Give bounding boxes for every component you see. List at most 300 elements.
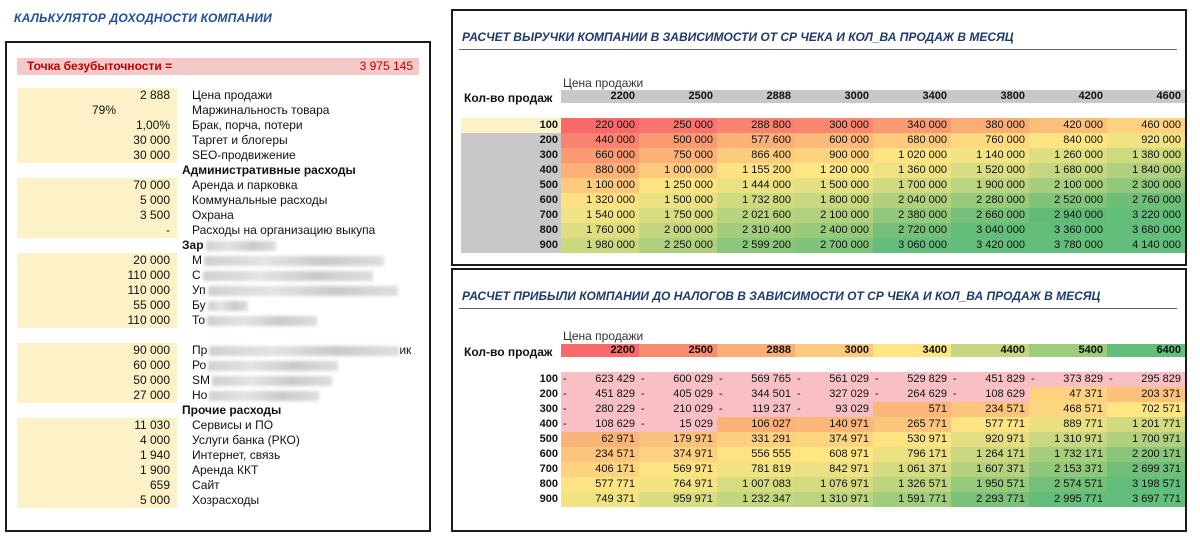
revenue-row [461, 208, 1185, 223]
calc-label [192, 208, 234, 223]
calc-row [17, 238, 427, 253]
revenue-cell-value: 1 540 000 [586, 209, 635, 221]
calc-label-text: Прочие расходы [182, 403, 282, 417]
revenue-cell [873, 223, 951, 238]
revenue-cell [873, 193, 951, 208]
revenue-cell-value: 1 520 000 [976, 164, 1025, 176]
calc-row [17, 178, 427, 193]
revenue-cell-value: 2 310 400 [742, 224, 791, 236]
revenue-cell-value: 1 840 000 [1132, 164, 1181, 176]
calc-value: 5 000 [17, 193, 177, 208]
revenue-cell-value: 2 400 000 [820, 224, 869, 236]
breakeven-value: 3 975 145 [359, 59, 413, 73]
profit-cell [1029, 477, 1107, 492]
revenue-cell [1029, 148, 1107, 163]
revenue-cell-value: 2 000 000 [664, 224, 713, 236]
calc-row [17, 118, 427, 133]
calc-row [17, 478, 427, 493]
profit-cell [1107, 462, 1185, 477]
calc-value: 2 888 [17, 88, 177, 103]
revenue-cell-value: 1 500 000 [664, 194, 713, 206]
revenue-cell [795, 163, 873, 178]
revenue-qty-cell: 600 [461, 193, 561, 208]
profit-cell [561, 372, 639, 387]
redacted-text [204, 256, 384, 266]
revenue-row [461, 238, 1185, 253]
calc-value [17, 403, 177, 418]
revenue-cell-value: 2 760 000 [1132, 194, 1181, 206]
profit-cell [1029, 462, 1107, 477]
revenue-cell [639, 163, 717, 178]
revenue-cell [1107, 193, 1185, 208]
negative-sign: - [719, 373, 723, 385]
revenue-cell-value: 1 800 000 [820, 194, 869, 206]
revenue-cell [1107, 148, 1185, 163]
revenue-cell [795, 118, 873, 133]
calc-value: 110 000 [17, 313, 177, 328]
negative-sign: - [1109, 373, 1113, 385]
revenue-cell-value: 3 420 000 [976, 239, 1025, 251]
profit-cell [951, 447, 1029, 462]
revenue-cell-value: 2 100 000 [820, 209, 869, 221]
calc-label-text: SM [192, 373, 210, 387]
revenue-cell-value: 1 500 000 [820, 179, 869, 191]
revenue-cell-value: 2 940 000 [1054, 209, 1103, 221]
calc-label [182, 238, 276, 253]
calc-value: 659 [17, 478, 177, 493]
profit-panel [451, 268, 1187, 532]
calc-value: 11 030 [17, 418, 177, 433]
profit-cell [1029, 447, 1107, 462]
revenue-cell-value: 3 780 000 [1054, 239, 1103, 251]
revenue-cell [795, 238, 873, 253]
calc-row [17, 463, 427, 478]
profit-row [461, 492, 1185, 507]
revenue-cell [951, 148, 1029, 163]
profit-price-header-cell: 2500 [639, 344, 717, 357]
profit-cell-value: 1 591 771 [898, 493, 947, 505]
profit-cell-value: 374 971 [673, 448, 713, 460]
revenue-cell-value: 750 000 [673, 149, 713, 161]
revenue-cell-value: 340 000 [907, 119, 947, 131]
revenue-cell-value: 600 000 [829, 134, 869, 146]
revenue-cell-value: 2 380 000 [898, 209, 947, 221]
revenue-cell [1107, 133, 1185, 148]
revenue-cell-value: 2 250 000 [664, 239, 713, 251]
profit-cell [1107, 447, 1185, 462]
profit-qty-cell: 200 [539, 388, 558, 400]
negative-sign: - [797, 403, 801, 415]
negative-sign: - [797, 373, 801, 385]
revenue-qty-caption: Кол-во продаж [464, 91, 553, 105]
revenue-cell [873, 208, 951, 223]
revenue-cell-value: 4 140 000 [1132, 239, 1181, 251]
revenue-cell-value: 1 260 000 [1054, 149, 1103, 161]
profit-cell [1107, 372, 1185, 387]
calc-row [17, 493, 427, 508]
calc-label [182, 403, 281, 418]
profit-cell-value: 1 232 347 [742, 493, 791, 505]
revenue-row [461, 193, 1185, 208]
revenue-cell [561, 238, 639, 253]
revenue-cell [1029, 193, 1107, 208]
revenue-cell [561, 118, 639, 133]
revenue-cell [1029, 238, 1107, 253]
profit-cell-value: 234 571 [595, 448, 635, 460]
profit-cell-value: 1 700 971 [1132, 433, 1181, 445]
revenue-cell [1107, 208, 1185, 223]
revenue-row [461, 133, 1185, 148]
profit-cell-value: 561 029 [829, 373, 869, 385]
profit-cell-value: 1 326 571 [898, 478, 947, 490]
calc-label [192, 313, 317, 328]
revenue-cell [561, 208, 639, 223]
profit-cell [795, 492, 873, 507]
calc-label [192, 88, 272, 103]
profit-cell-value: 344 501 [751, 388, 791, 400]
revenue-cell-value: 1 000 000 [664, 164, 713, 176]
profit-cell [717, 477, 795, 492]
calc-label-text: Зар [182, 238, 204, 252]
calc-label-text: Брак, порча, потери [192, 118, 303, 132]
calc-row [17, 418, 427, 433]
profit-cell [951, 402, 1029, 417]
revenue-cell [717, 133, 795, 148]
revenue-cell-value: 1 680 000 [1054, 164, 1103, 176]
revenue-qty-cell: 800 [461, 223, 561, 238]
revenue-price-header-cell: 4600 [1107, 90, 1185, 103]
calc-row [17, 343, 427, 358]
revenue-cell-value: 440 000 [595, 134, 635, 146]
calc-label-text: М [192, 253, 202, 267]
calc-row [17, 208, 427, 223]
calc-row [17, 298, 427, 313]
profit-cell [873, 432, 951, 447]
calc-label [192, 268, 373, 283]
calc-row [17, 223, 427, 238]
calc-label [192, 103, 329, 118]
revenue-cell [795, 193, 873, 208]
profit-cell-value: 203 371 [1141, 388, 1181, 400]
profit-row [461, 417, 1185, 432]
revenue-cell-value: 1 020 000 [898, 149, 947, 161]
negative-sign: - [563, 388, 567, 400]
revenue-cell [873, 178, 951, 193]
revenue-cell [951, 193, 1029, 208]
revenue-cell [1107, 223, 1185, 238]
calc-label [192, 283, 398, 298]
profit-cell [795, 462, 873, 477]
calc-label-text: Административные расходы [182, 163, 356, 177]
calc-label-text: Бу [192, 298, 206, 312]
negative-sign: - [797, 388, 801, 400]
revenue-cell-value: 1 140 000 [976, 149, 1025, 161]
revenue-cell-value: 2 100 000 [1054, 179, 1103, 191]
calculator-rows [17, 88, 427, 508]
profit-cell-value: 2 699 371 [1132, 463, 1181, 475]
calc-label [192, 493, 259, 508]
negative-sign: - [719, 403, 723, 415]
calc-label-text: То [192, 313, 206, 327]
negative-sign: - [563, 418, 567, 430]
profit-cell [717, 417, 795, 432]
revenue-cell [951, 163, 1029, 178]
profit-cell-value: 608 971 [829, 448, 869, 460]
profit-cell [951, 417, 1029, 432]
profit-cell [639, 462, 717, 477]
profit-cell-value: 1 061 371 [898, 463, 947, 475]
profit-price-header-cell: 6400 [1107, 344, 1185, 357]
revenue-price-header-cell: 4200 [1029, 90, 1107, 103]
calc-value: 30 000 [17, 148, 177, 163]
calc-value: 5 000 [17, 493, 177, 508]
revenue-cell [717, 193, 795, 208]
profit-cell [795, 372, 873, 387]
calc-label [192, 358, 338, 373]
revenue-cell-value: 880 000 [595, 164, 635, 176]
profit-price-header-cell: 5400 [1029, 344, 1107, 357]
profit-cell-value: 781 819 [751, 463, 791, 475]
revenue-cell-value: 2 720 000 [898, 224, 947, 236]
profit-cell [1107, 402, 1185, 417]
profit-cell [639, 447, 717, 462]
revenue-cell-value: 1 360 000 [898, 164, 947, 176]
calc-row [17, 328, 427, 343]
revenue-cell [1029, 178, 1107, 193]
calc-value: 79% [17, 103, 177, 118]
revenue-cell-value: 288 800 [751, 119, 791, 131]
revenue-price-header-cell: 2500 [639, 90, 717, 103]
profit-cell-value: 529 829 [907, 373, 947, 385]
revenue-cell [1107, 118, 1185, 133]
calc-label-text: С [192, 268, 201, 282]
revenue-cell-value: 220 000 [595, 119, 635, 131]
profit-cell [951, 492, 1029, 507]
revenue-cell [717, 238, 795, 253]
revenue-qty-cell: 100 [461, 118, 561, 133]
profit-cell [873, 447, 951, 462]
profit-cell-value: 1 201 771 [1132, 418, 1181, 430]
redacted-text [208, 286, 398, 296]
revenue-cell-value: 460 000 [1141, 119, 1181, 131]
revenue-price-header-cell: 3400 [873, 90, 951, 103]
profit-cell [1029, 402, 1107, 417]
revenue-title-rule [459, 49, 1177, 50]
revenue-cell [873, 163, 951, 178]
revenue-cell-value: 2 520 000 [1054, 194, 1103, 206]
calc-label-text: Сайт [192, 478, 220, 492]
revenue-cell [561, 178, 639, 193]
profit-cell-value: 1 310 971 [820, 493, 869, 505]
calc-label-text: Услуги банка (РКО) [192, 433, 300, 447]
revenue-price-header-cell: 2888 [717, 90, 795, 103]
revenue-cell-value: 1 760 000 [586, 224, 635, 236]
profit-cell-value: 62 971 [601, 433, 635, 445]
revenue-cell-value: 1 732 800 [742, 194, 791, 206]
revenue-cell [1107, 178, 1185, 193]
profit-cell-value: 577 771 [985, 418, 1025, 430]
profit-cell-value: 600 029 [673, 373, 713, 385]
redacted-text [212, 376, 332, 386]
profit-cell [639, 492, 717, 507]
calculator-panel [5, 41, 431, 532]
profit-qty-cell: 600 [539, 448, 558, 460]
page-title: КАЛЬКУЛЯТОР ДОХОДНОСТИ КОМПАНИИ [14, 11, 272, 25]
revenue-cell [1107, 238, 1185, 253]
profit-cell-value: 702 571 [1141, 403, 1181, 415]
profit-cell-value: 280 229 [595, 403, 635, 415]
profit-qty-cell: 500 [539, 433, 558, 445]
revenue-cell [795, 223, 873, 238]
calc-value: 50 000 [17, 373, 177, 388]
calc-row [17, 133, 427, 148]
profit-cell [873, 372, 951, 387]
profit-cell-value: 265 771 [907, 418, 947, 430]
negative-sign: - [563, 403, 567, 415]
calc-row [17, 283, 427, 298]
profit-cell [873, 492, 951, 507]
profit-cell [1107, 477, 1185, 492]
profit-title: РАСЧЕТ ПРИБЫЛИ КОМПАНИИ ДО НАЛОГОВ В ЗАВИСИМОСТИ ОТ СР ЧЕКА И КОЛ_ВА ПРОДАЖ В МЕСЯЦ [462, 289, 1101, 303]
revenue-cell-value: 1 100 000 [586, 179, 635, 191]
profit-cell-value: 119 237 [752, 403, 791, 415]
revenue-price-header-cell: 3800 [951, 90, 1029, 103]
revenue-cell-value: 3 060 000 [898, 239, 947, 251]
profit-cell [873, 387, 951, 402]
revenue-cell-value: 2 700 000 [820, 239, 869, 251]
revenue-cell-value: 1 250 000 [664, 179, 713, 191]
profit-cell [1107, 432, 1185, 447]
profit-cell-value: 623 429 [595, 373, 635, 385]
profit-qty-cell: 800 [539, 478, 558, 490]
calc-label [192, 373, 332, 388]
calc-row [17, 148, 427, 163]
revenue-cell [639, 178, 717, 193]
revenue-cell-value: 1 200 000 [820, 164, 869, 176]
calc-row [17, 448, 427, 463]
profit-cell-value: 210 029 [673, 403, 713, 415]
profit-cell [561, 432, 639, 447]
profit-cell-value: 93 029 [835, 403, 869, 415]
profit-cell [873, 477, 951, 492]
profit-price-caption: Цена продажи [563, 329, 644, 343]
profit-grid [461, 372, 1185, 507]
profit-cell [1029, 387, 1107, 402]
profit-cell-value: 1 950 571 [976, 478, 1025, 490]
calc-label [192, 343, 411, 358]
revenue-price-header-cell: 3000 [795, 90, 873, 103]
calc-label-text: Уп [192, 283, 206, 297]
calc-row [17, 268, 427, 283]
profit-cell-value: 556 555 [751, 448, 791, 460]
revenue-cell [1107, 163, 1185, 178]
redacted-text [208, 361, 338, 371]
profit-price-header-cell: 3400 [873, 344, 951, 357]
revenue-cell [561, 133, 639, 148]
profit-cell-value: 1 310 971 [1054, 433, 1103, 445]
calc-label [192, 433, 300, 448]
profit-cell-value: 2 995 771 [1054, 493, 1103, 505]
calc-label [192, 478, 220, 493]
revenue-cell [639, 148, 717, 163]
profit-cell [717, 402, 795, 417]
revenue-cell [717, 148, 795, 163]
profit-cell-value: 405 029 [673, 388, 713, 400]
profit-cell [639, 477, 717, 492]
profit-cell-value: 920 971 [985, 433, 1025, 445]
negative-sign: - [719, 388, 723, 400]
profit-qty-cell: 400 [539, 418, 558, 430]
revenue-qty-cell: 200 [461, 133, 561, 148]
negative-sign: - [641, 403, 645, 415]
calc-row [17, 88, 427, 103]
revenue-cell [873, 238, 951, 253]
revenue-cell-value: 3 680 000 [1132, 224, 1181, 236]
calc-row [17, 163, 427, 178]
profit-cell [873, 462, 951, 477]
profit-cell-value: 764 971 [673, 478, 713, 490]
negative-sign: - [875, 388, 879, 400]
profit-cell-value: 842 971 [829, 463, 869, 475]
calc-value: 20 000 [17, 253, 177, 268]
profit-price-header-cell: 2200 [561, 344, 639, 357]
profit-cell [951, 477, 1029, 492]
calc-value: 4 000 [17, 433, 177, 448]
profit-cell-value: 327 029 [829, 388, 869, 400]
revenue-cell-value: 500 000 [673, 134, 713, 146]
revenue-qty-cell: 300 [461, 148, 561, 163]
profit-cell-value: 1 264 171 [976, 448, 1025, 460]
profit-cell-value: 3 198 571 [1132, 478, 1181, 490]
profit-cell [1107, 417, 1185, 432]
negative-sign: - [641, 388, 645, 400]
calc-label [192, 193, 327, 208]
revenue-cell-value: 420 000 [1063, 119, 1103, 131]
revenue-cell [1029, 118, 1107, 133]
revenue-qty-cell: 700 [461, 208, 561, 223]
profit-cell [1029, 372, 1107, 387]
calc-label [182, 163, 356, 178]
revenue-cell [639, 193, 717, 208]
calc-value: 1,00% [17, 118, 177, 133]
profit-cell-value: 2 293 771 [976, 493, 1025, 505]
calc-label [192, 133, 288, 148]
revenue-cell-value: 920 000 [1141, 134, 1181, 146]
calc-label [192, 463, 258, 478]
revenue-cell [639, 238, 717, 253]
profit-cell-value: 749 371 [595, 493, 635, 505]
revenue-cell-value: 680 000 [907, 134, 947, 146]
revenue-cell-value: 2 660 000 [976, 209, 1025, 221]
calc-row [17, 358, 427, 373]
profit-cell-value: 1 007 083 [742, 478, 791, 490]
profit-cell-value: 3 697 771 [1132, 493, 1181, 505]
profit-row [461, 477, 1185, 492]
calc-value: 1 940 [17, 448, 177, 463]
revenue-cell-value: 760 000 [985, 134, 1025, 146]
revenue-cell [717, 118, 795, 133]
revenue-cell-value: 840 000 [1063, 134, 1103, 146]
calc-value: 55 000 [17, 298, 177, 313]
profit-cell-value: 1 732 171 [1054, 448, 1103, 460]
profit-qty-cell: 700 [539, 463, 558, 475]
calc-label-text: Ро [192, 358, 207, 372]
redacted-text [209, 346, 399, 356]
profit-row [461, 387, 1185, 402]
profit-cell [951, 462, 1029, 477]
profit-cell-value: 108 629 [595, 418, 635, 430]
profit-cell-value: 264 629 [907, 388, 947, 400]
